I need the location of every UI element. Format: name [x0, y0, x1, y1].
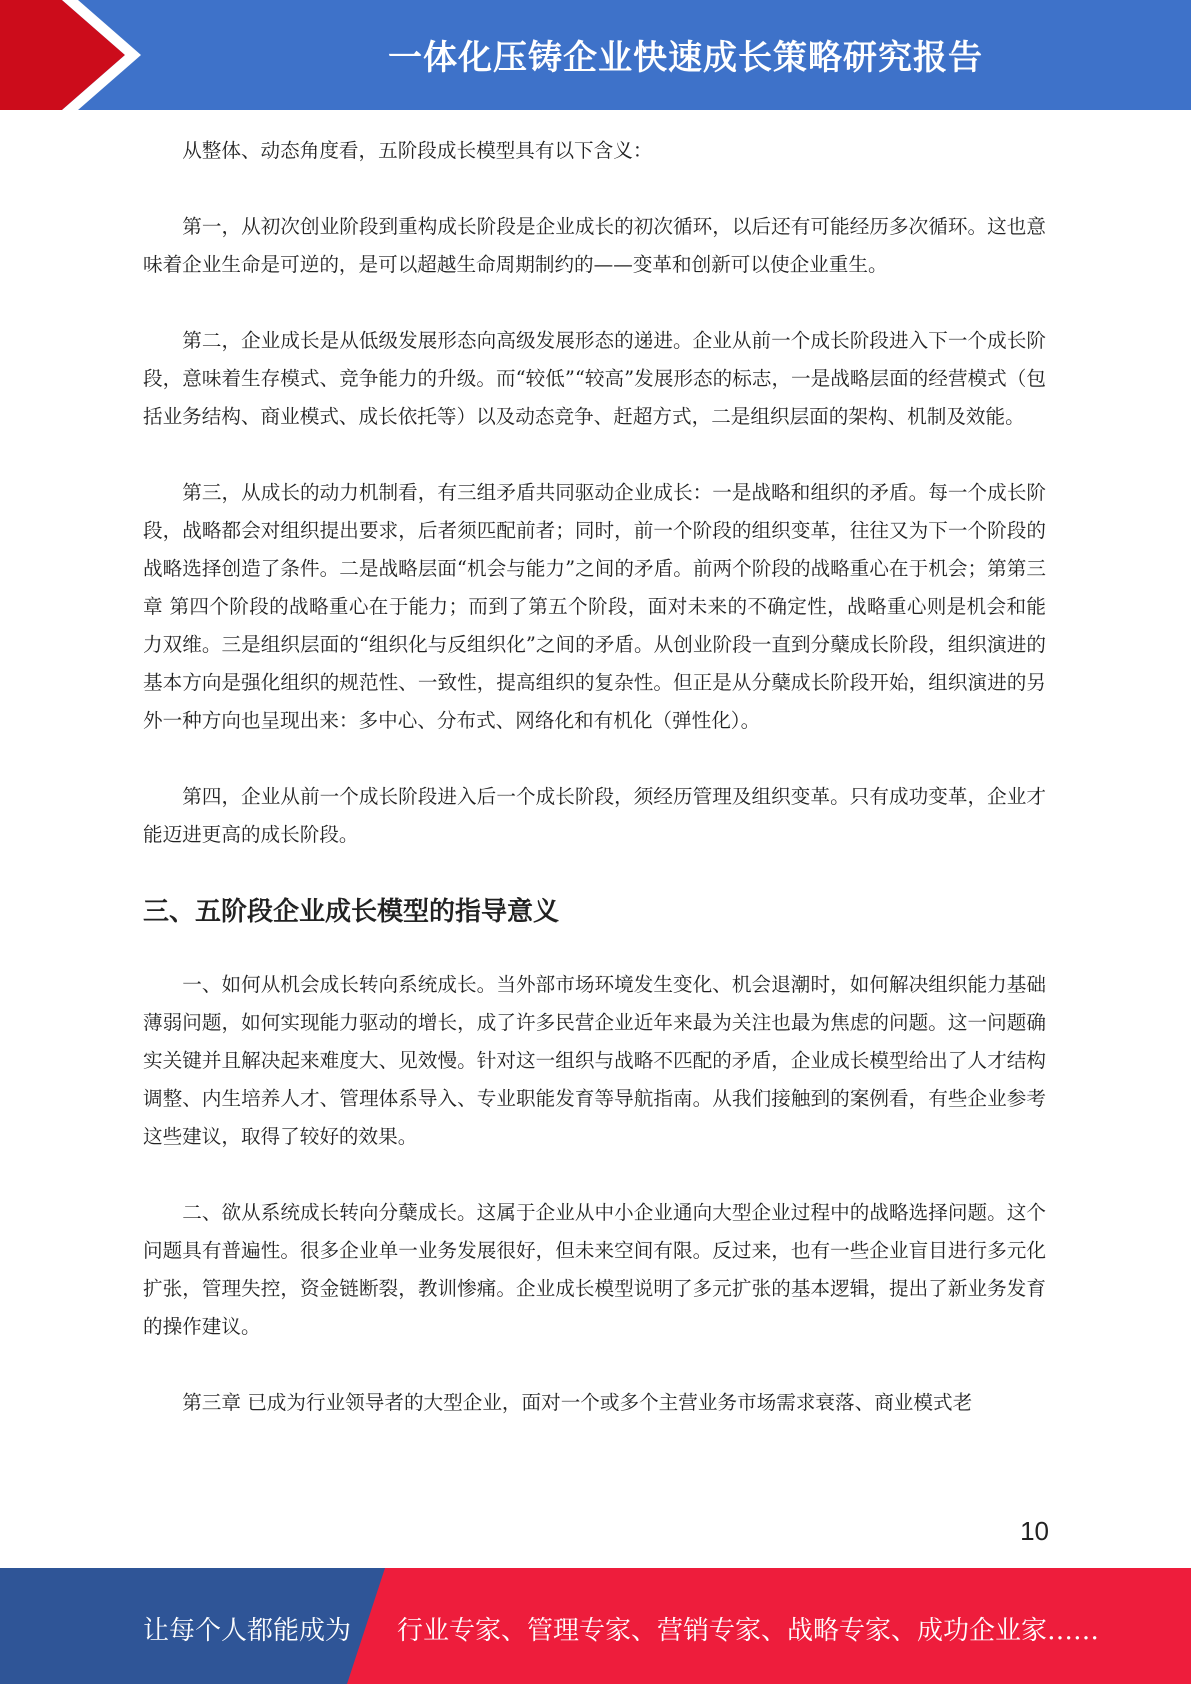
page-footer	[0, 1568, 1191, 1684]
paragraph: 第三，从成长的动力机制看，有三组矛盾共同驱动企业成长：一是战略和组织的矛盾。每一个成长阶段，战略都会对组织提出要求，后者须匹配前者；同时，前一个阶段的组织变革，往往又为下一个阶段的战略选择创造了条件。二是战略层面“机会与能力”之间的矛盾。前两个阶段的战略重心在于机会；第第三章 第四个阶段的战略重心在于能力；而到了第五个阶段，面对未来的不确定性，战略重心则是机会和能力双维。三是组织层面的“组织化与反组织化”之间的矛盾。从创业阶段一直到分蘖成长阶段，组织演进的基本方向是强化组织的规范性、一致性，提高组织的复杂性。但正是从分蘖成长阶段开始，组织演进的另外一种方向也呈现出来：多中心、分布式、网络化和有机化（弹性化）。	[143, 481, 1046, 732]
paragraph: 一、如何从机会成长转向系统成长。当外部市场环境发生变化、机会退潮时，如何解决组织能力基础薄弱问题，如何实现能力驱动的增长，成了许多民营企业近年来最为关注也最为焦虑的问题。这一问题确实关键并且解决起来难度大、见效慢。针对这一组织与战略不匹配的矛盾，企业成长模型给出了人才结构调整、内生培养人才、管理体系导入、专业职能发育等导航指南。从我们接触到的案例看，有些企业参考这些建议，取得了较好的效果。	[143, 973, 1046, 1148]
section-heading: 三、五阶段企业成长模型的指导意义	[143, 897, 560, 927]
header-arrow-decoration	[0, 0, 160, 110]
paragraph: 第一，从初次创业阶段到重构成长阶段是企业成长的初次循环，以后还有可能经历多次循环。这也意味着企业生命是可逆的，是可以超越生命周期制约的——变革和创新可以使企业重生。	[143, 215, 1046, 276]
report-title: 一体化压铸企业快速成长策略研究报告	[388, 38, 983, 78]
paragraph: 第三章 已成为行业领导者的大型企业，面对一个或多个主营业务市场需求衰落、商业模式老	[182, 1391, 973, 1414]
footer-slogan-right: 行业专家、管理专家、营销专家、战略专家、成功企业家……	[397, 1616, 1100, 1646]
footer-slogan-left: 让每个人都能成为	[143, 1616, 352, 1646]
page-header	[0, 0, 1191, 110]
document-body	[143, 132, 1046, 1460]
paragraph: 第二，企业成长是从低级发展形态向高级发展形态的递进。企业从前一个成长阶段进入下一个成长阶段，意味着生存模式、竞争能力的升级。而“较低”“较高”发展形态的标志，一是战略层面的经营模式（包括业务结构、商业模式、成长依托等）以及动态竞争、赶超方式，二是组织层面的架构、机制及效能。	[143, 329, 1046, 428]
paragraph: 二、欲从系统成长转向分蘖成长。这属于企业从中小企业通向大型企业过程中的战略选择问题。这个问题具有普遍性。很多企业单一业务发展很好，但未来空间有限。反过来，也有一些企业盲目进行多元化扩张，管理失控，资金链断裂，教训惨痛。企业成长模型说明了多元扩张的基本逻辑，提出了新业务发育的操作建议。	[143, 1201, 1046, 1338]
paragraph: 从整体、动态角度看，五阶段成长模型具有以下含义：	[182, 139, 653, 162]
paragraph: 第四，企业从前一个成长阶段进入后一个成长阶段，须经历管理及组织变革。只有成功变革，企业才能迈进更高的成长阶段。	[143, 785, 1046, 846]
page-number: 10	[1020, 1516, 1049, 1546]
